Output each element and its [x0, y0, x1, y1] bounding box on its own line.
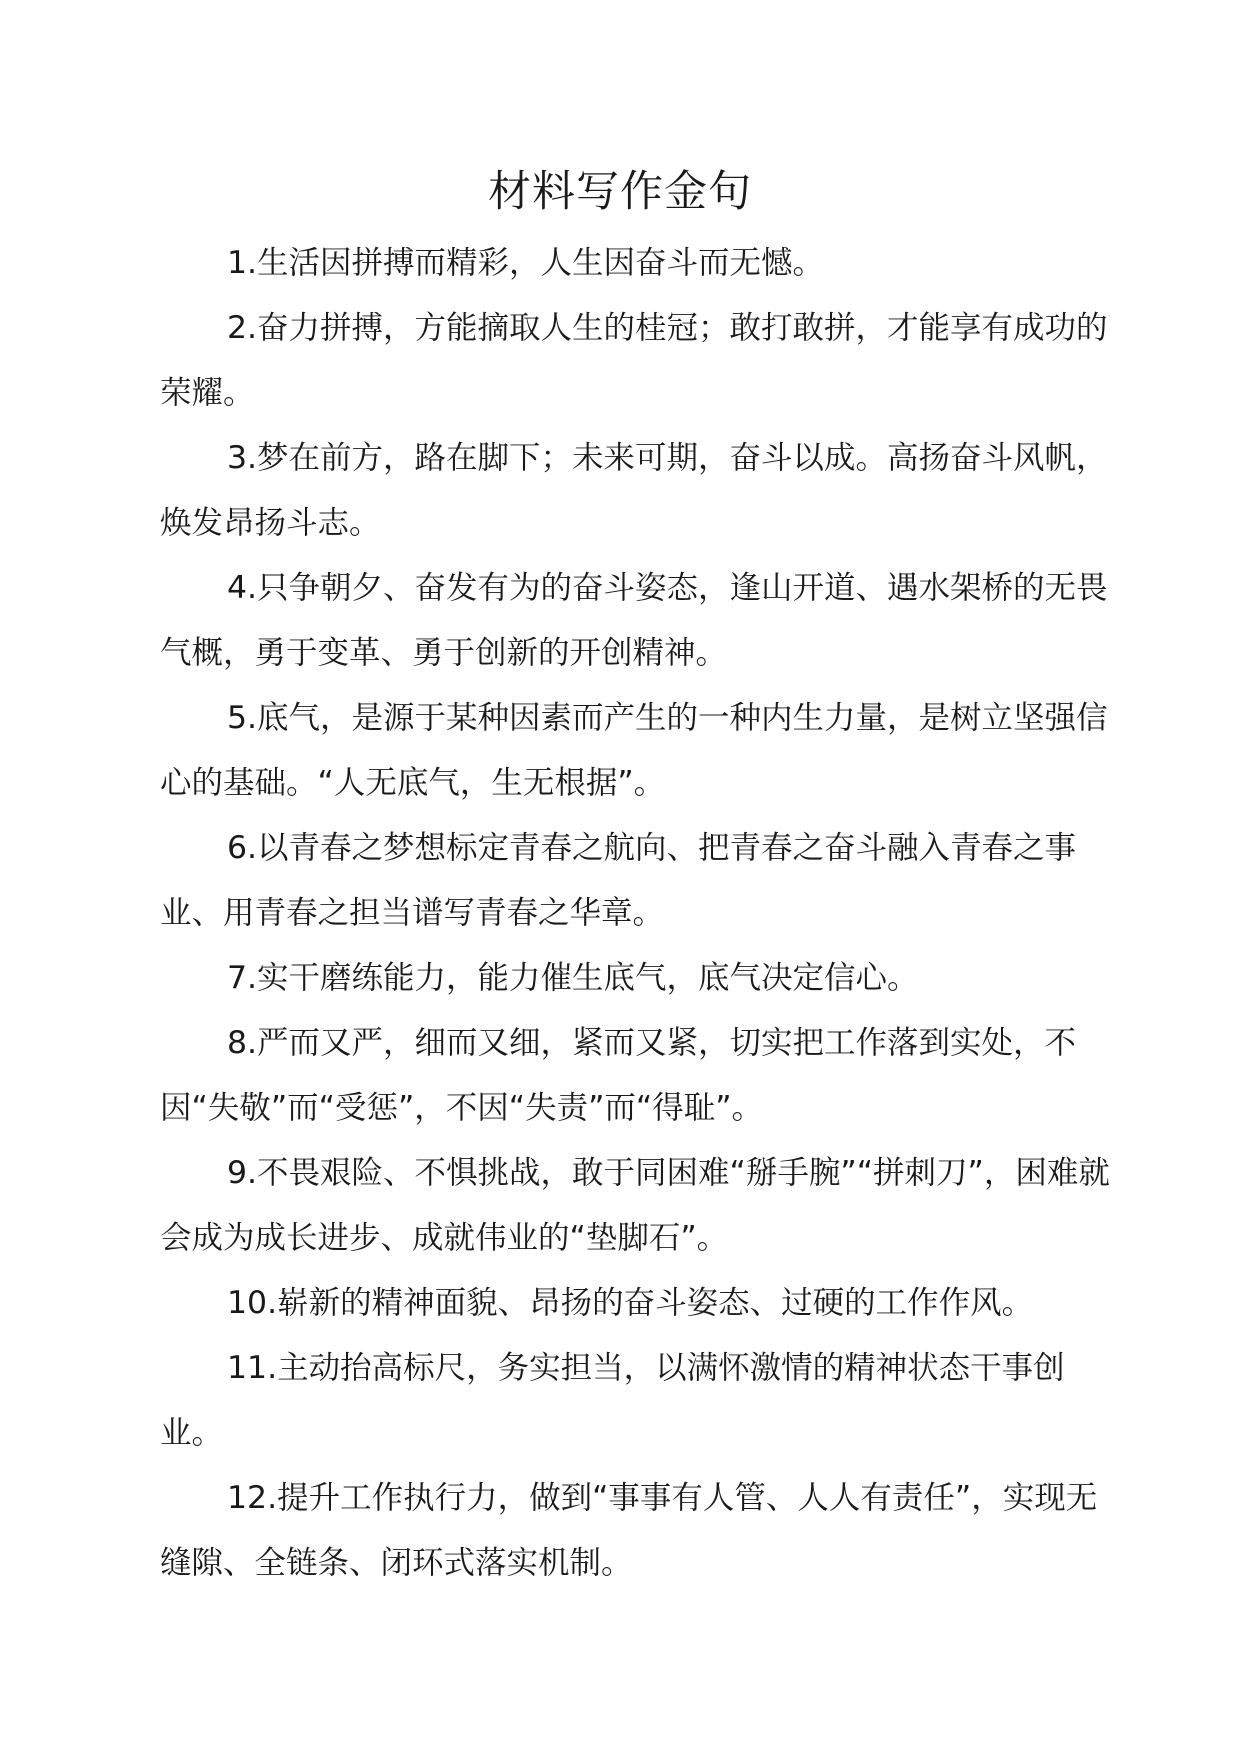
- document-body: [160, 231, 1120, 1596]
- sentence-5: 5.底气，是源于某种因素而产生的一种内生力量，是树立坚强信心的基础。“人无底气，生无根据”。: [160, 700, 1108, 801]
- sentence-9: 9.不畏艰险、不惧挑战，敢于同困难“掰手腕”“拼刺刀”，困难就会成为成长进步、成就伟业的“垫脚石”。: [160, 1155, 1110, 1256]
- sentence-7: 7.实干磨练能力，能力催生底气，底气决定信心。: [227, 960, 919, 996]
- sentence-10: 10.崭新的精神面貌、昂扬的奋斗姿态、过硬的工作作风。: [227, 1285, 1034, 1321]
- sentence-2: 2.奋力拼搏，方能摘取人生的桂冠；敢打敢拼，才能享有成功的荣耀。: [160, 310, 1108, 411]
- sentence-8: 8.严而又严，细而又细，紧而又紧，切实把工作落到实处，不因“失敬”而“受惩”，不因“失责”而“得耻”。: [160, 1025, 1077, 1126]
- sentence-3: 3.梦在前方，路在脚下；未来可期，奋斗以成。高扬奋斗风帆，焕发昂扬斗志。: [160, 440, 1108, 541]
- sentence-6: 6.以青春之梦想标定青春之航向、把青春之奋斗融入青春之事业、用青春之担当谱写青春之华章。: [160, 830, 1077, 931]
- sentence-12: 12.提升工作执行力，做到“事事有人管、人人有责任”，实现无缝隙、全链条、闭环式落实机制。: [160, 1480, 1098, 1581]
- document-title: 材料写作金句: [488, 167, 752, 217]
- sentence-4: 4.只争朝夕、奋发有为的奋斗姿态，逢山开道、遇水架桥的无畏气概，勇于变革、勇于创新的开创精神。: [160, 570, 1108, 671]
- sentence-1: 1.生活因拼搏而精彩，人生因奋斗而无憾。: [227, 245, 825, 281]
- sentence-11: 11.主动抬高标尺，务实担当，以满怀激情的精神状态干事创业。: [160, 1350, 1065, 1451]
